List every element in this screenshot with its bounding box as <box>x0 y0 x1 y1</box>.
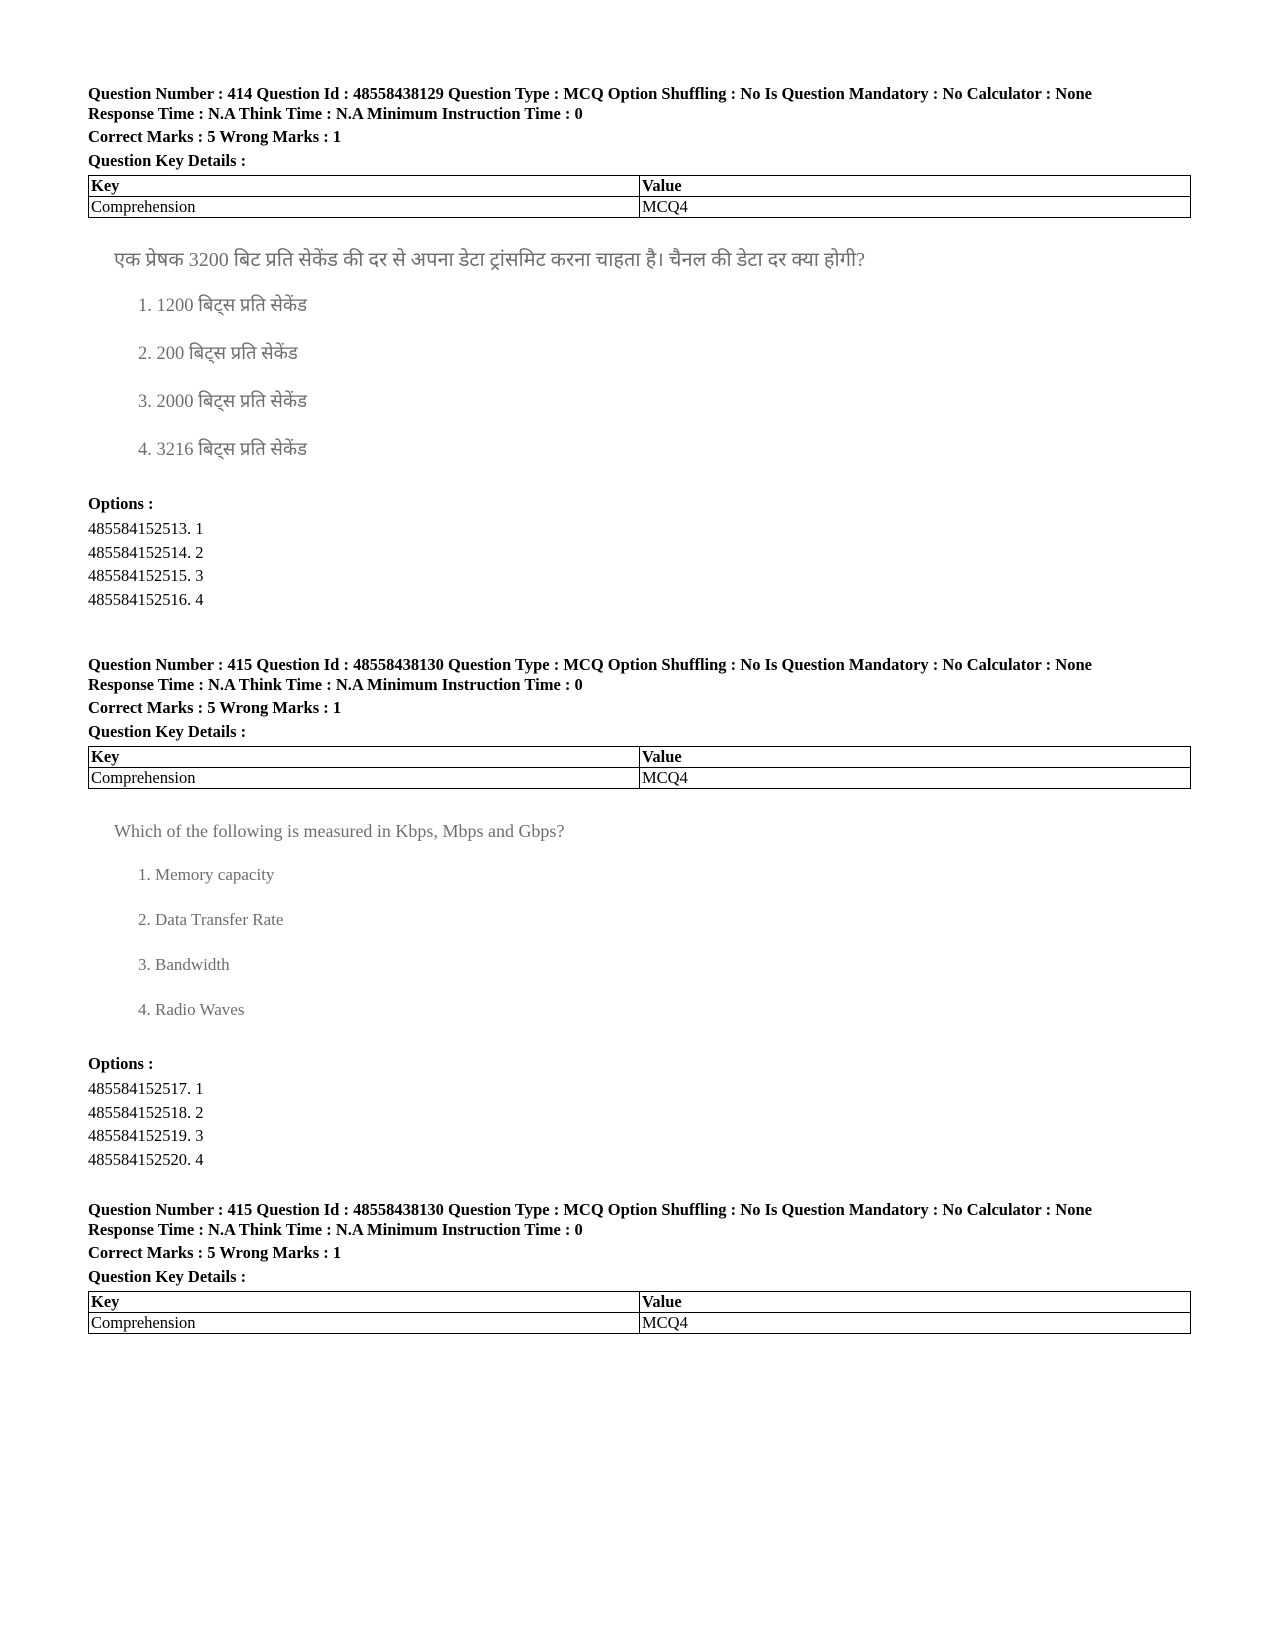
key-details-label: Question Key Details : <box>88 1267 247 1286</box>
table-row <box>89 1313 1191 1334</box>
option-line: 485584152519. 3 <box>88 1126 204 1145</box>
key-details-table <box>88 175 1191 218</box>
option-line: 485584152513. 1 <box>88 519 204 538</box>
choice-item: 2. Data Transfer Rate <box>138 910 284 929</box>
table-header-value: Value <box>640 1292 1191 1313</box>
options-list <box>88 1077 1188 1171</box>
question-meta-line-2: Response Time : N.A Think Time : N.A Minimum Instruction Time : 0 <box>88 104 583 123</box>
question-block-415 <box>88 655 1188 1171</box>
table-cell-value: MCQ4 <box>640 1313 1191 1334</box>
table-header-key: Key <box>89 747 640 768</box>
table-cell-value: MCQ4 <box>640 768 1191 789</box>
question-block-414 <box>88 84 1188 611</box>
table-cell-key: Comprehension <box>89 197 640 218</box>
table-cell-value: MCQ4 <box>640 197 1191 218</box>
option-line: 485584152517. 1 <box>88 1079 204 1098</box>
marks-line: Correct Marks : 5 Wrong Marks : 1 <box>88 127 342 146</box>
table-header-key: Key <box>89 176 640 197</box>
key-details-label: Question Key Details : <box>88 722 247 741</box>
choice-item: 3. Bandwidth <box>138 955 230 974</box>
choice-item: 2. 200 बिट्स प्रति सेकेंड <box>138 344 298 364</box>
choice-item: 1. 1200 बिट्स प्रति सेकेंड <box>138 296 308 316</box>
table-header-value: Value <box>640 747 1191 768</box>
question-meta-line-1: Question Number : 414 Question Id : 48558438129 Question Type : MCQ Option Shuffling : No Is Question Mandatory : No Calculator : None <box>88 84 1092 103</box>
table-row <box>89 197 1191 218</box>
marks-line: Correct Marks : 5 Wrong Marks : 1 <box>88 1243 342 1262</box>
option-line: 485584152518. 2 <box>88 1102 204 1122</box>
option-line: 485584152514. 2 <box>88 542 204 562</box>
key-details-table <box>88 746 1191 789</box>
option-line: 485584152516. 4 <box>88 589 204 609</box>
choice-item: 4. 3216 बिट्स प्रति सेकेंड <box>138 440 308 460</box>
table-header-row <box>89 747 1191 768</box>
question-text: Which of the following is measured in Kbps, Mbps and Gbps? <box>114 821 565 841</box>
question-meta-line-2: Response Time : N.A Think Time : N.A Minimum Instruction Time : 0 <box>88 675 583 694</box>
question-text: एक प्रेषक 3200 बिट प्रति सेकेंड की दर से अपना डेटा ट्रांसमिट करना चाहता है। चैनल की डेटा दर क्या होगी? <box>114 249 866 271</box>
options-label: Options : <box>88 494 154 513</box>
table-header-row <box>89 1292 1191 1313</box>
table-cell-key: Comprehension <box>89 1313 640 1334</box>
table-header-row <box>89 176 1191 197</box>
question-meta-line-1: Question Number : 415 Question Id : 48558438130 Question Type : MCQ Option Shuffling : No Is Question Mandatory : No Calculator : None <box>88 655 1092 674</box>
key-details-table <box>88 1291 1191 1334</box>
table-row <box>89 768 1191 789</box>
choice-item: 1. Memory capacity <box>138 865 275 884</box>
option-line: 485584152515. 3 <box>88 566 204 585</box>
marks-line: Correct Marks : 5 Wrong Marks : 1 <box>88 698 342 717</box>
choice-item: 3. 2000 बिट्स प्रति सेकेंड <box>138 392 308 412</box>
question-meta-line-2: Response Time : N.A Think Time : N.A Minimum Instruction Time : 0 <box>88 1220 583 1239</box>
table-header-key: Key <box>89 1292 640 1313</box>
question-block-415-repeat <box>88 1200 1188 1334</box>
table-cell-key: Comprehension <box>89 768 640 789</box>
choice-item: 4. Radio Waves <box>138 1000 245 1019</box>
question-meta-line-1: Question Number : 415 Question Id : 48558438130 Question Type : MCQ Option Shuffling : No Is Question Mandatory : No Calculator : None <box>88 1200 1092 1219</box>
question-image <box>114 819 1188 1022</box>
key-details-label: Question Key Details : <box>88 151 247 170</box>
question-image <box>114 248 1188 462</box>
options-list <box>88 517 1188 611</box>
options-label: Options : <box>88 1054 154 1073</box>
option-line: 485584152520. 4 <box>88 1149 204 1169</box>
table-header-value: Value <box>640 176 1191 197</box>
